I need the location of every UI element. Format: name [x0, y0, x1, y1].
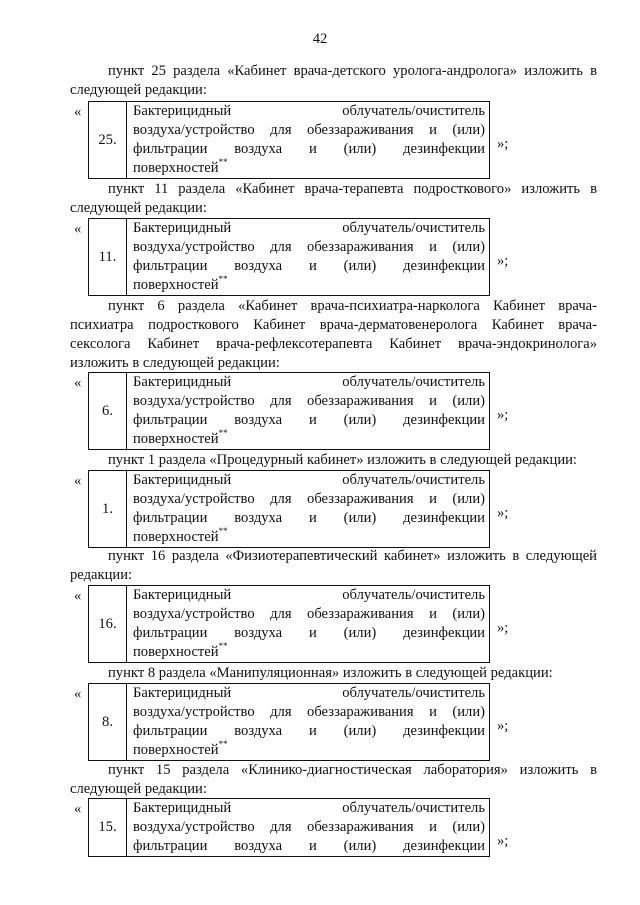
description-text: воздуха/устройство для обеззараживания и (или) [133, 239, 485, 255]
description-line [133, 818, 485, 837]
intro-line: пункт 6 раздела «Кабинет врача-психиатра-нарколога Кабинет врача- [108, 298, 597, 314]
equipment-table-row [88, 683, 490, 761]
description-text: Бактерицидный облучатель/очиститель [133, 103, 485, 119]
description-line [133, 799, 485, 818]
row-number: 6. [89, 373, 127, 449]
row-number: 25. [89, 102, 127, 178]
intro-line: пункт 16 раздела «Физиотерапевтический кабинет» изложить в следующей [108, 548, 597, 564]
amendment-intro [70, 297, 597, 373]
equipment-table-row [88, 101, 490, 179]
equipment-table-row [88, 585, 490, 663]
amendment-intro [70, 180, 597, 218]
description-line [133, 643, 485, 662]
description-line [133, 411, 485, 430]
closing-quote: »; [497, 136, 509, 152]
description-text: поверхностей [133, 529, 219, 545]
opening-quote: « [74, 801, 82, 817]
description-text: поверхностей [133, 160, 219, 176]
description-text: поверхностей [133, 644, 219, 660]
equipment-table-row [88, 218, 490, 296]
equipment-description [133, 586, 485, 662]
intro-line: следующей редакции: [70, 200, 207, 216]
description-text: воздуха/устройство для обеззараживания и (или) [133, 393, 485, 409]
description-line [133, 837, 485, 856]
description-line [133, 392, 485, 411]
description-line [133, 430, 485, 449]
intro-line: пункт 1 раздела «Процедурный кабинет» изложить в следующей редакции: [108, 452, 577, 468]
equipment-description [133, 219, 485, 295]
amendment-intro [70, 547, 597, 585]
description-text: поверхностей [133, 742, 219, 758]
equipment-table-row [88, 372, 490, 450]
equipment-table-row [88, 798, 490, 857]
row-number: 15. [89, 799, 127, 856]
footnote-marker: ** [218, 428, 228, 439]
description-text: фильтрации воздуха и (или) дезинфекции [133, 258, 485, 274]
description-line [133, 257, 485, 276]
equipment-description [133, 373, 485, 449]
closing-quote: »; [497, 505, 509, 521]
description-line [133, 159, 485, 178]
opening-quote: « [74, 221, 82, 237]
description-line [133, 102, 485, 121]
description-line [133, 684, 485, 703]
description-line [133, 276, 485, 295]
closing-quote: »; [497, 718, 509, 734]
description-text: Бактерицидный облучатель/очиститель [133, 374, 485, 390]
description-text: фильтрации воздуха и (или) дезинфекции [133, 838, 485, 854]
description-text: фильтрации воздуха и (или) дезинфекции [133, 510, 485, 526]
description-line [133, 624, 485, 643]
amendment-intro [70, 62, 597, 100]
description-line [133, 722, 485, 741]
footnote-marker: ** [218, 641, 228, 652]
opening-quote: « [74, 375, 82, 391]
intro-line: изложить в следующей редакции: [70, 355, 280, 371]
description-text: поверхностей [133, 277, 219, 293]
description-line [133, 490, 485, 509]
intro-line: пункт 8 раздела «Манипуляционная» изложить в следующей редакции: [108, 665, 553, 681]
description-line [133, 238, 485, 257]
description-text: воздуха/устройство для обеззараживания и (или) [133, 122, 485, 138]
description-line [133, 605, 485, 624]
equipment-description [133, 471, 485, 547]
amendment-intro [70, 451, 597, 470]
amendment-intro [70, 761, 597, 799]
description-text: воздуха/устройство для обеззараживания и (или) [133, 704, 485, 720]
footnote-marker: ** [218, 526, 228, 537]
row-number: 8. [89, 684, 127, 760]
description-text: Бактерицидный облучатель/очиститель [133, 472, 485, 488]
intro-line: психиатра подросткового Кабинет врача-дерматовенеролога Кабинет врача- [70, 317, 597, 333]
equipment-table-row [88, 470, 490, 548]
row-number: 11. [89, 219, 127, 295]
description-text: Бактерицидный облучатель/очиститель [133, 685, 485, 701]
description-text: воздуха/устройство для обеззараживания и (или) [133, 606, 485, 622]
opening-quote: « [74, 686, 82, 702]
description-text: воздуха/устройство для обеззараживания и (или) [133, 819, 485, 835]
intro-line: пункт 11 раздела «Кабинет врача-терапевта подросткового» изложить в [108, 181, 597, 197]
closing-quote: »; [497, 620, 509, 636]
closing-quote: »; [497, 833, 509, 849]
opening-quote: « [74, 473, 82, 489]
description-line [133, 140, 485, 159]
amendment-intro [70, 664, 597, 683]
row-number: 16. [89, 586, 127, 662]
description-text: фильтрации воздуха и (или) дезинфекции [133, 412, 485, 428]
description-line [133, 219, 485, 238]
description-line [133, 703, 485, 722]
footnote-marker: ** [218, 274, 228, 285]
footnote-marker: ** [218, 157, 228, 168]
description-line [133, 741, 485, 760]
description-text: фильтрации воздуха и (или) дезинфекции [133, 723, 485, 739]
description-text: Бактерицидный облучатель/очиститель [133, 220, 485, 236]
intro-line: редакции: [70, 567, 133, 583]
description-text: воздуха/устройство для обеззараживания и (или) [133, 491, 485, 507]
intro-line: сексолога Кабинет врача-рефлексотерапевта Кабинет врача-эндокринолога» [70, 336, 597, 352]
description-text: фильтрации воздуха и (или) дезинфекции [133, 625, 485, 641]
description-text: поверхностей [133, 431, 219, 447]
description-line [133, 121, 485, 140]
description-line [133, 471, 485, 490]
opening-quote: « [74, 588, 82, 604]
row-number: 1. [89, 471, 127, 547]
description-line [133, 373, 485, 392]
intro-line: пункт 25 раздела «Кабинет врача-детского уролога-андролога» изложить в [108, 63, 597, 79]
equipment-description [133, 684, 485, 760]
equipment-description [133, 102, 485, 178]
description-text: фильтрации воздуха и (или) дезинфекции [133, 141, 485, 157]
closing-quote: »; [497, 407, 509, 423]
intro-line: следующей редакции: [70, 781, 207, 797]
equipment-description [133, 799, 485, 856]
description-line [133, 528, 485, 547]
page-number: 42 [312, 31, 328, 47]
description-text: Бактерицидный облучатель/очиститель [133, 587, 485, 603]
intro-line: следующей редакции: [70, 82, 207, 98]
footnote-marker: ** [218, 739, 228, 750]
description-line [133, 509, 485, 528]
closing-quote: »; [497, 253, 509, 269]
intro-line: пункт 15 раздела «Клинико-диагностическая лаборатория» изложить в [108, 762, 597, 778]
description-line [133, 586, 485, 605]
opening-quote: « [74, 104, 82, 120]
description-text: Бактерицидный облучатель/очиститель [133, 800, 485, 816]
